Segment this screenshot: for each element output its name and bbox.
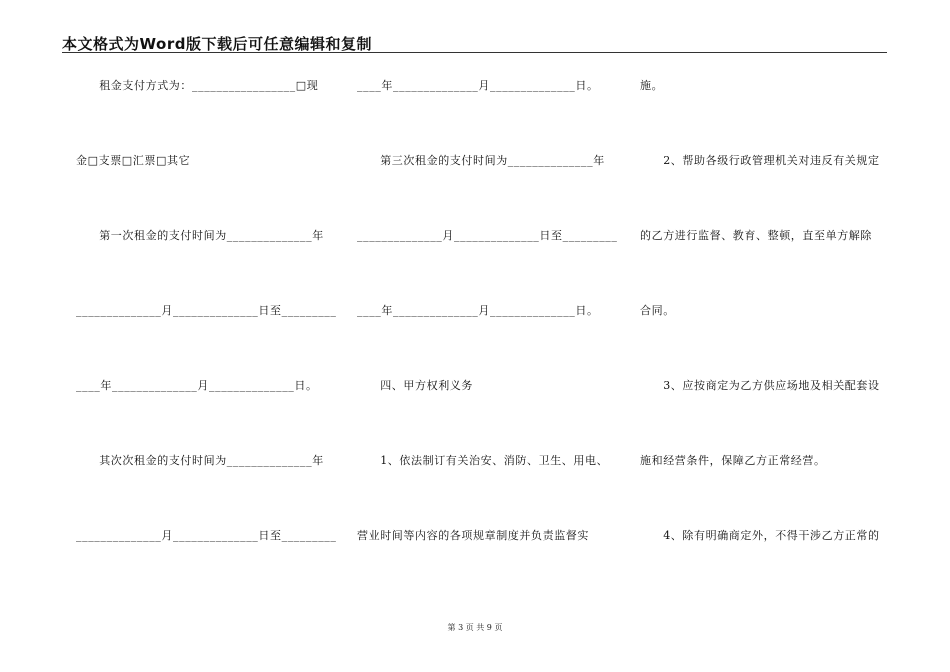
text-line: 第一次租金的支付时间为______________年 [76,229,324,242]
text-line: ____年______________月______________日。 [76,379,318,392]
text-line: 四、甲方权利义务 [357,379,473,392]
page-number-footer: 第 3 页 共 9 页 [447,623,503,632]
page-header-title: 本文格式为Word版下载后可任意编辑和复制 [62,35,372,53]
text-line: 金□支票□汇票□其它 [76,154,191,167]
text-line: 4、除有明确商定外，不得干涉乙方正常的 [640,529,880,542]
text-line: ______________月______________日至_________ [76,304,337,317]
text-line: ______________月______________日至_________ [76,529,337,542]
text-line: 3、应按商定为乙方供应场地及相关配套设 [640,379,880,392]
text-line: ____年______________月______________日。 [357,79,599,92]
text-line: 租金支付方式为：_________________□现 [76,79,319,92]
text-line: 施和经营条件，保障乙方正常经营。 [640,454,826,467]
text-line: 1、依法制订有关治安、消防、卫生、用电、 [357,454,609,467]
text-line: 第三次租金的支付时间为______________年 [357,154,605,167]
text-line: 合同。 [640,304,675,317]
header-divider [62,52,887,53]
text-line: 营业时间等内容的各项规章制度并负责监督实 [357,529,589,542]
text-line: 的乙方进行监督、教育、整顿，直至单方解除 [640,229,872,242]
text-line: ______________月______________日至_________ [357,229,618,242]
text-line: ____年______________月______________日。 [357,304,599,317]
text-line: 2、帮助各级行政管理机关对违反有关规定 [640,154,880,167]
text-line: 其次次租金的支付时间为______________年 [76,454,324,467]
text-line: 施。 [640,79,664,92]
